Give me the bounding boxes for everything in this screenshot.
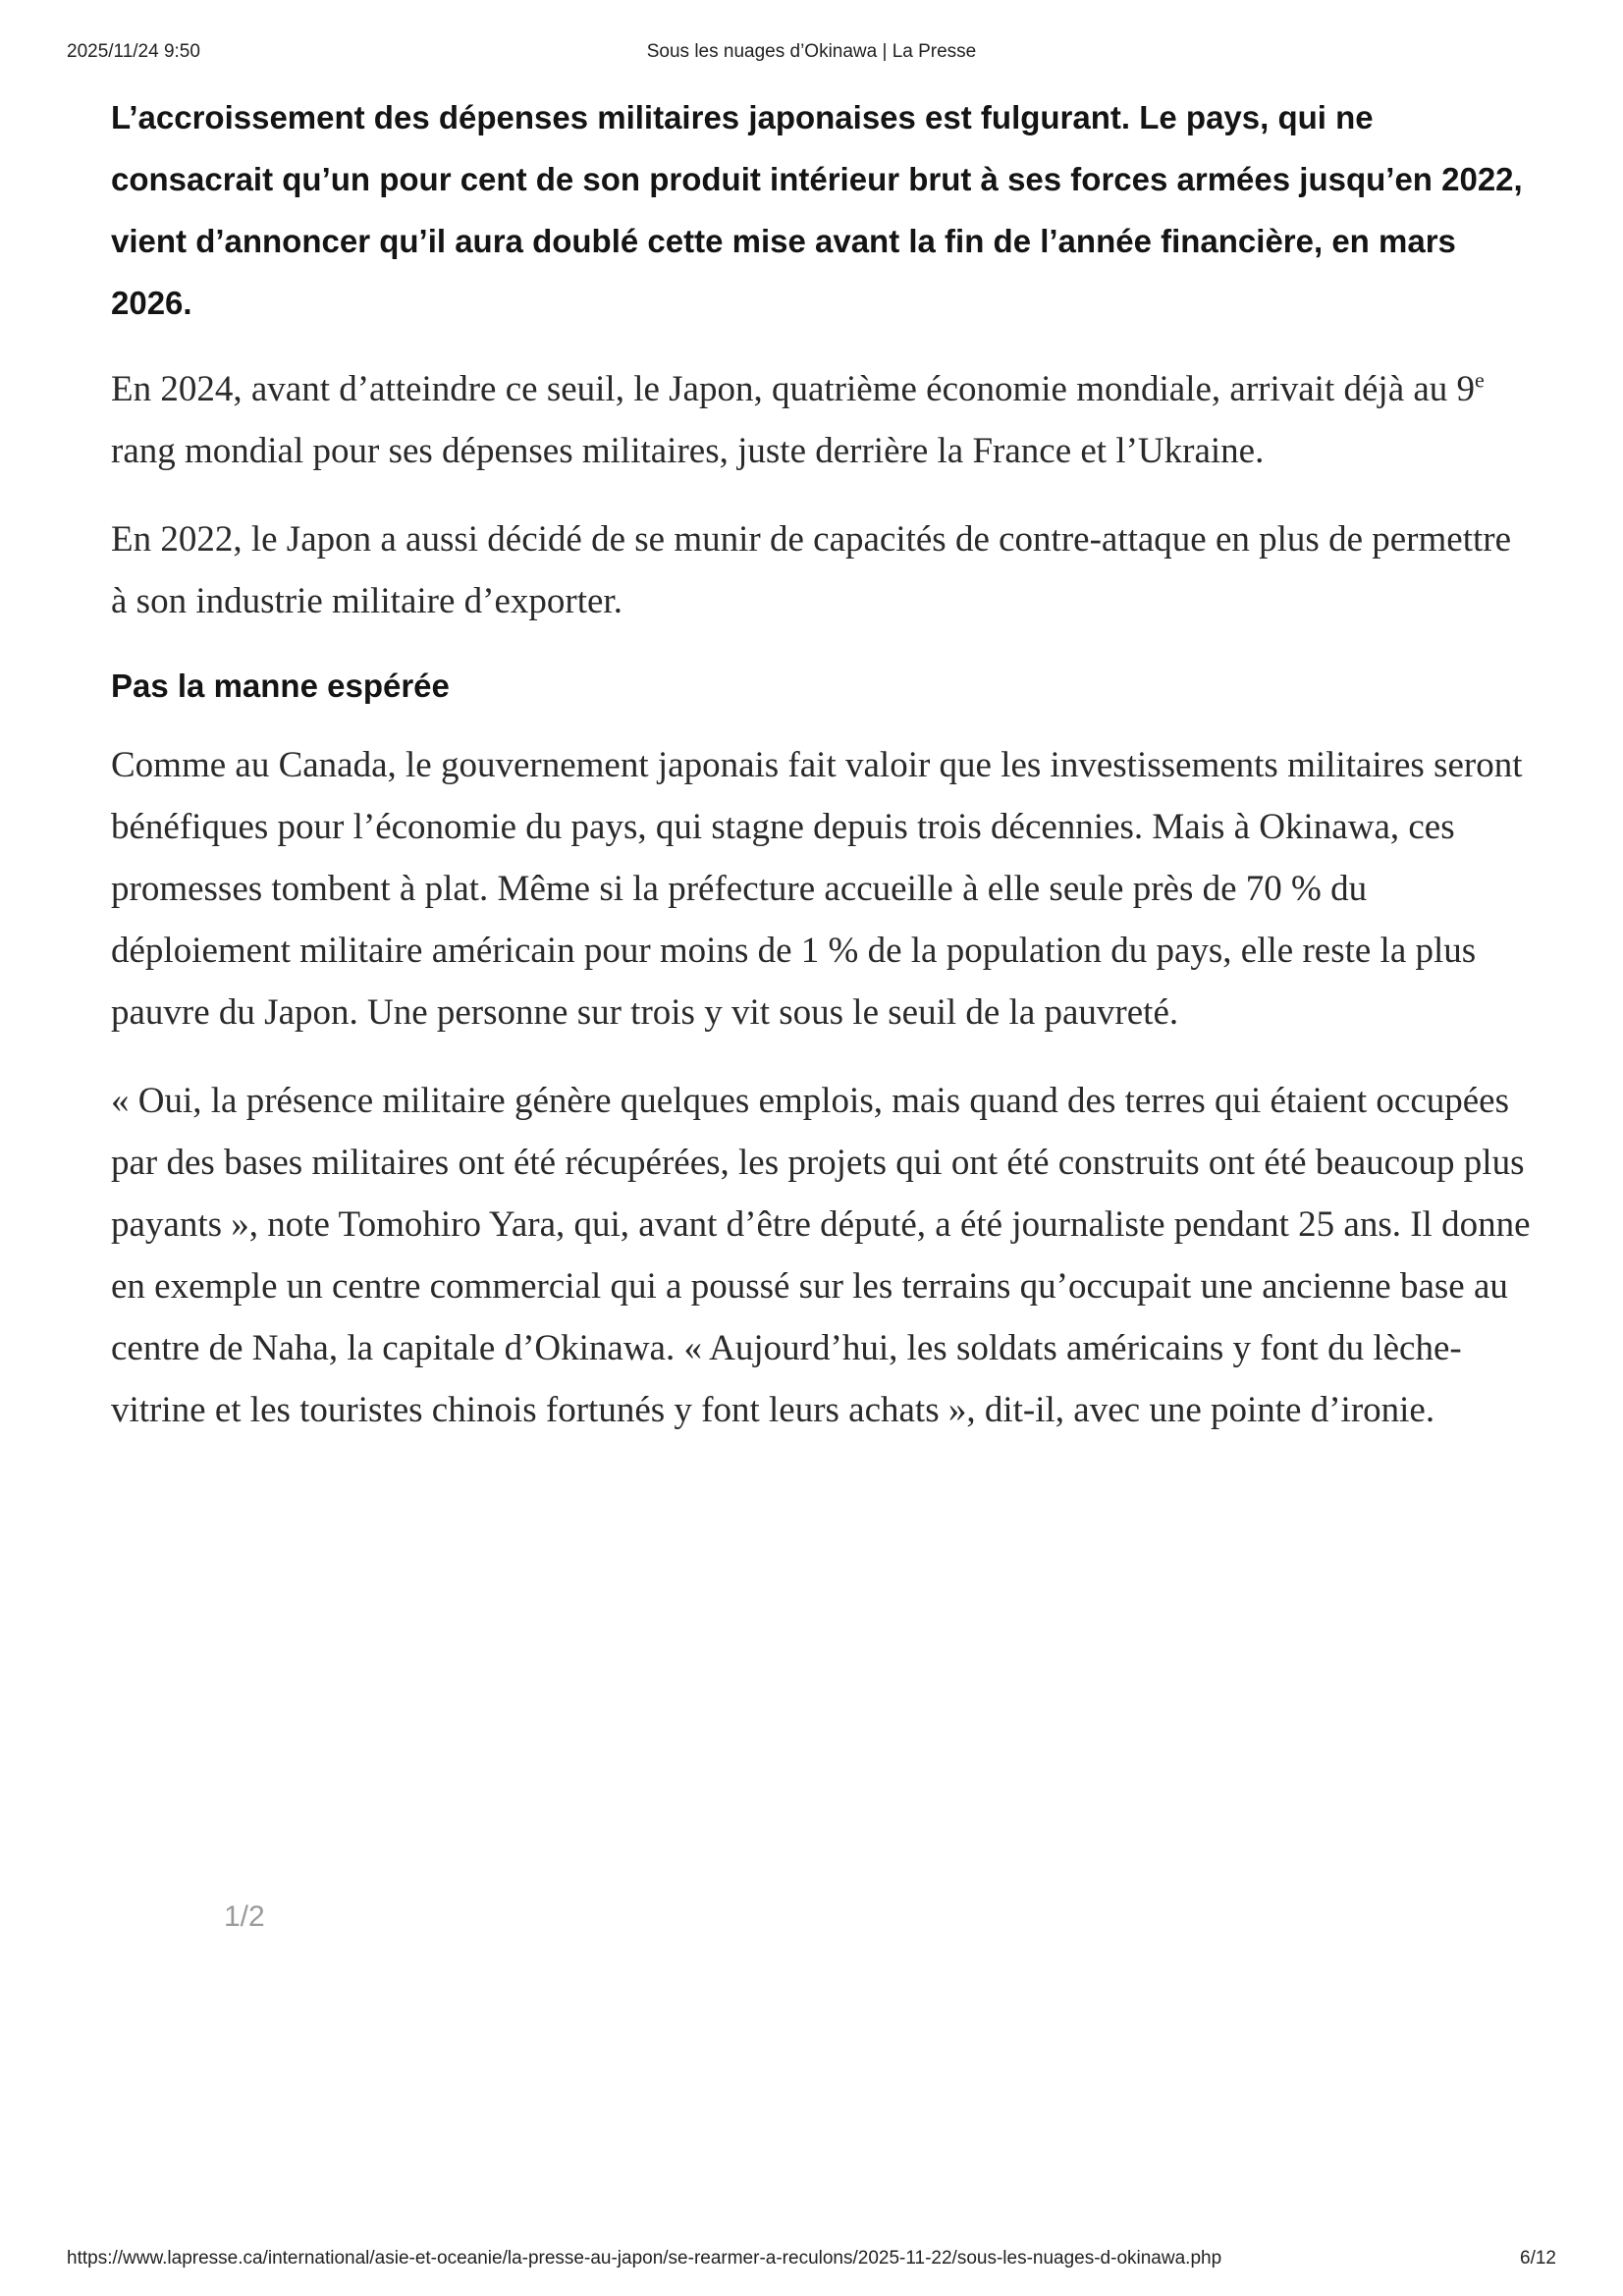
photo-counter: 1/2 — [224, 1900, 265, 1933]
section-subhead: Pas la manne espérée — [111, 667, 450, 704]
paragraph-military-rank — [111, 358, 1535, 482]
print-datetime: 2025/11/24 9:50 — [67, 41, 200, 62]
paragraph-economy: Comme au Canada, le gouvernement japonais fait valoir que les investissements militaires seront bénéfiques pour l’économie du pays, qui stagne depuis trois décennies. Mais à Okinawa, ces promesses tombent à plat. Même si la préfecture accueille à elle seule près de 70 % du déploiement militaire américain pour moins de 1 % de la population du pays, elle reste la plus pauvre du Japon. Une personne sur trois y vit sous le seuil de la pauvreté. — [111, 745, 1523, 1033]
paragraph-text: En 2024, avant d’atteindre ce seuil, le Japon, quatrième économie mondiale, arrivait déjà au 9 — [111, 369, 1476, 409]
print-footer — [67, 2248, 1556, 2277]
page-url: https://www.lapresse.ca/international/asie-et-oceanie/la-presse-au-japon/se-rearmer-a-reculons/2025-11-22/sous-les-nuages-d-okinawa.php — [67, 2248, 1222, 2269]
print-header — [67, 41, 1556, 71]
article-lead: L’accroissement des dépenses militaires japonaises est fulgurant. Le pays, qui ne consacrait qu’un pour cent de son produit intérieur brut à ses forces armées jusqu’en 2022, vient d’annoncer qu’il aura doublé cette mise avant la fin de l’année financière, en mars 2026. — [111, 99, 1523, 321]
paragraph-counterattack: En 2022, le Japon a aussi décidé de se munir de capacités de contre-attaque en plus de permettre à son industrie militaire d’exporter. — [111, 519, 1511, 621]
page-title: Sous les nuages d’Okinawa | La Presse — [646, 41, 977, 62]
page-number: 6/12 — [1520, 2248, 1556, 2269]
article-body — [111, 86, 1535, 1468]
paragraph-quote: « Oui, la présence militaire génère quelques emplois, mais quand des terres qui étaient occupées par des bases militaires ont été récupérées, les projets qui ont été construits ont été beaucoup plus payants », note Tomohiro Yara, qui, avant d’être député, a été journaliste pendant 25 ans. Il donne en exemple un centre commercial qui a poussé sur les terrains qu’occupait une ancienne base au centre de Naha, la capitale d’Okinawa. « Aujourd’hui, les soldats américains y font du lèche-vitrine et les touristes chinois fortunés y font leurs achats », dit-il, avec une pointe d’ironie. — [111, 1081, 1531, 1430]
paragraph-text: rang mondial pour ses dépenses militaires, juste derrière la France et l’Ukraine. — [111, 431, 1265, 471]
ordinal-superscript: e — [1475, 367, 1485, 393]
